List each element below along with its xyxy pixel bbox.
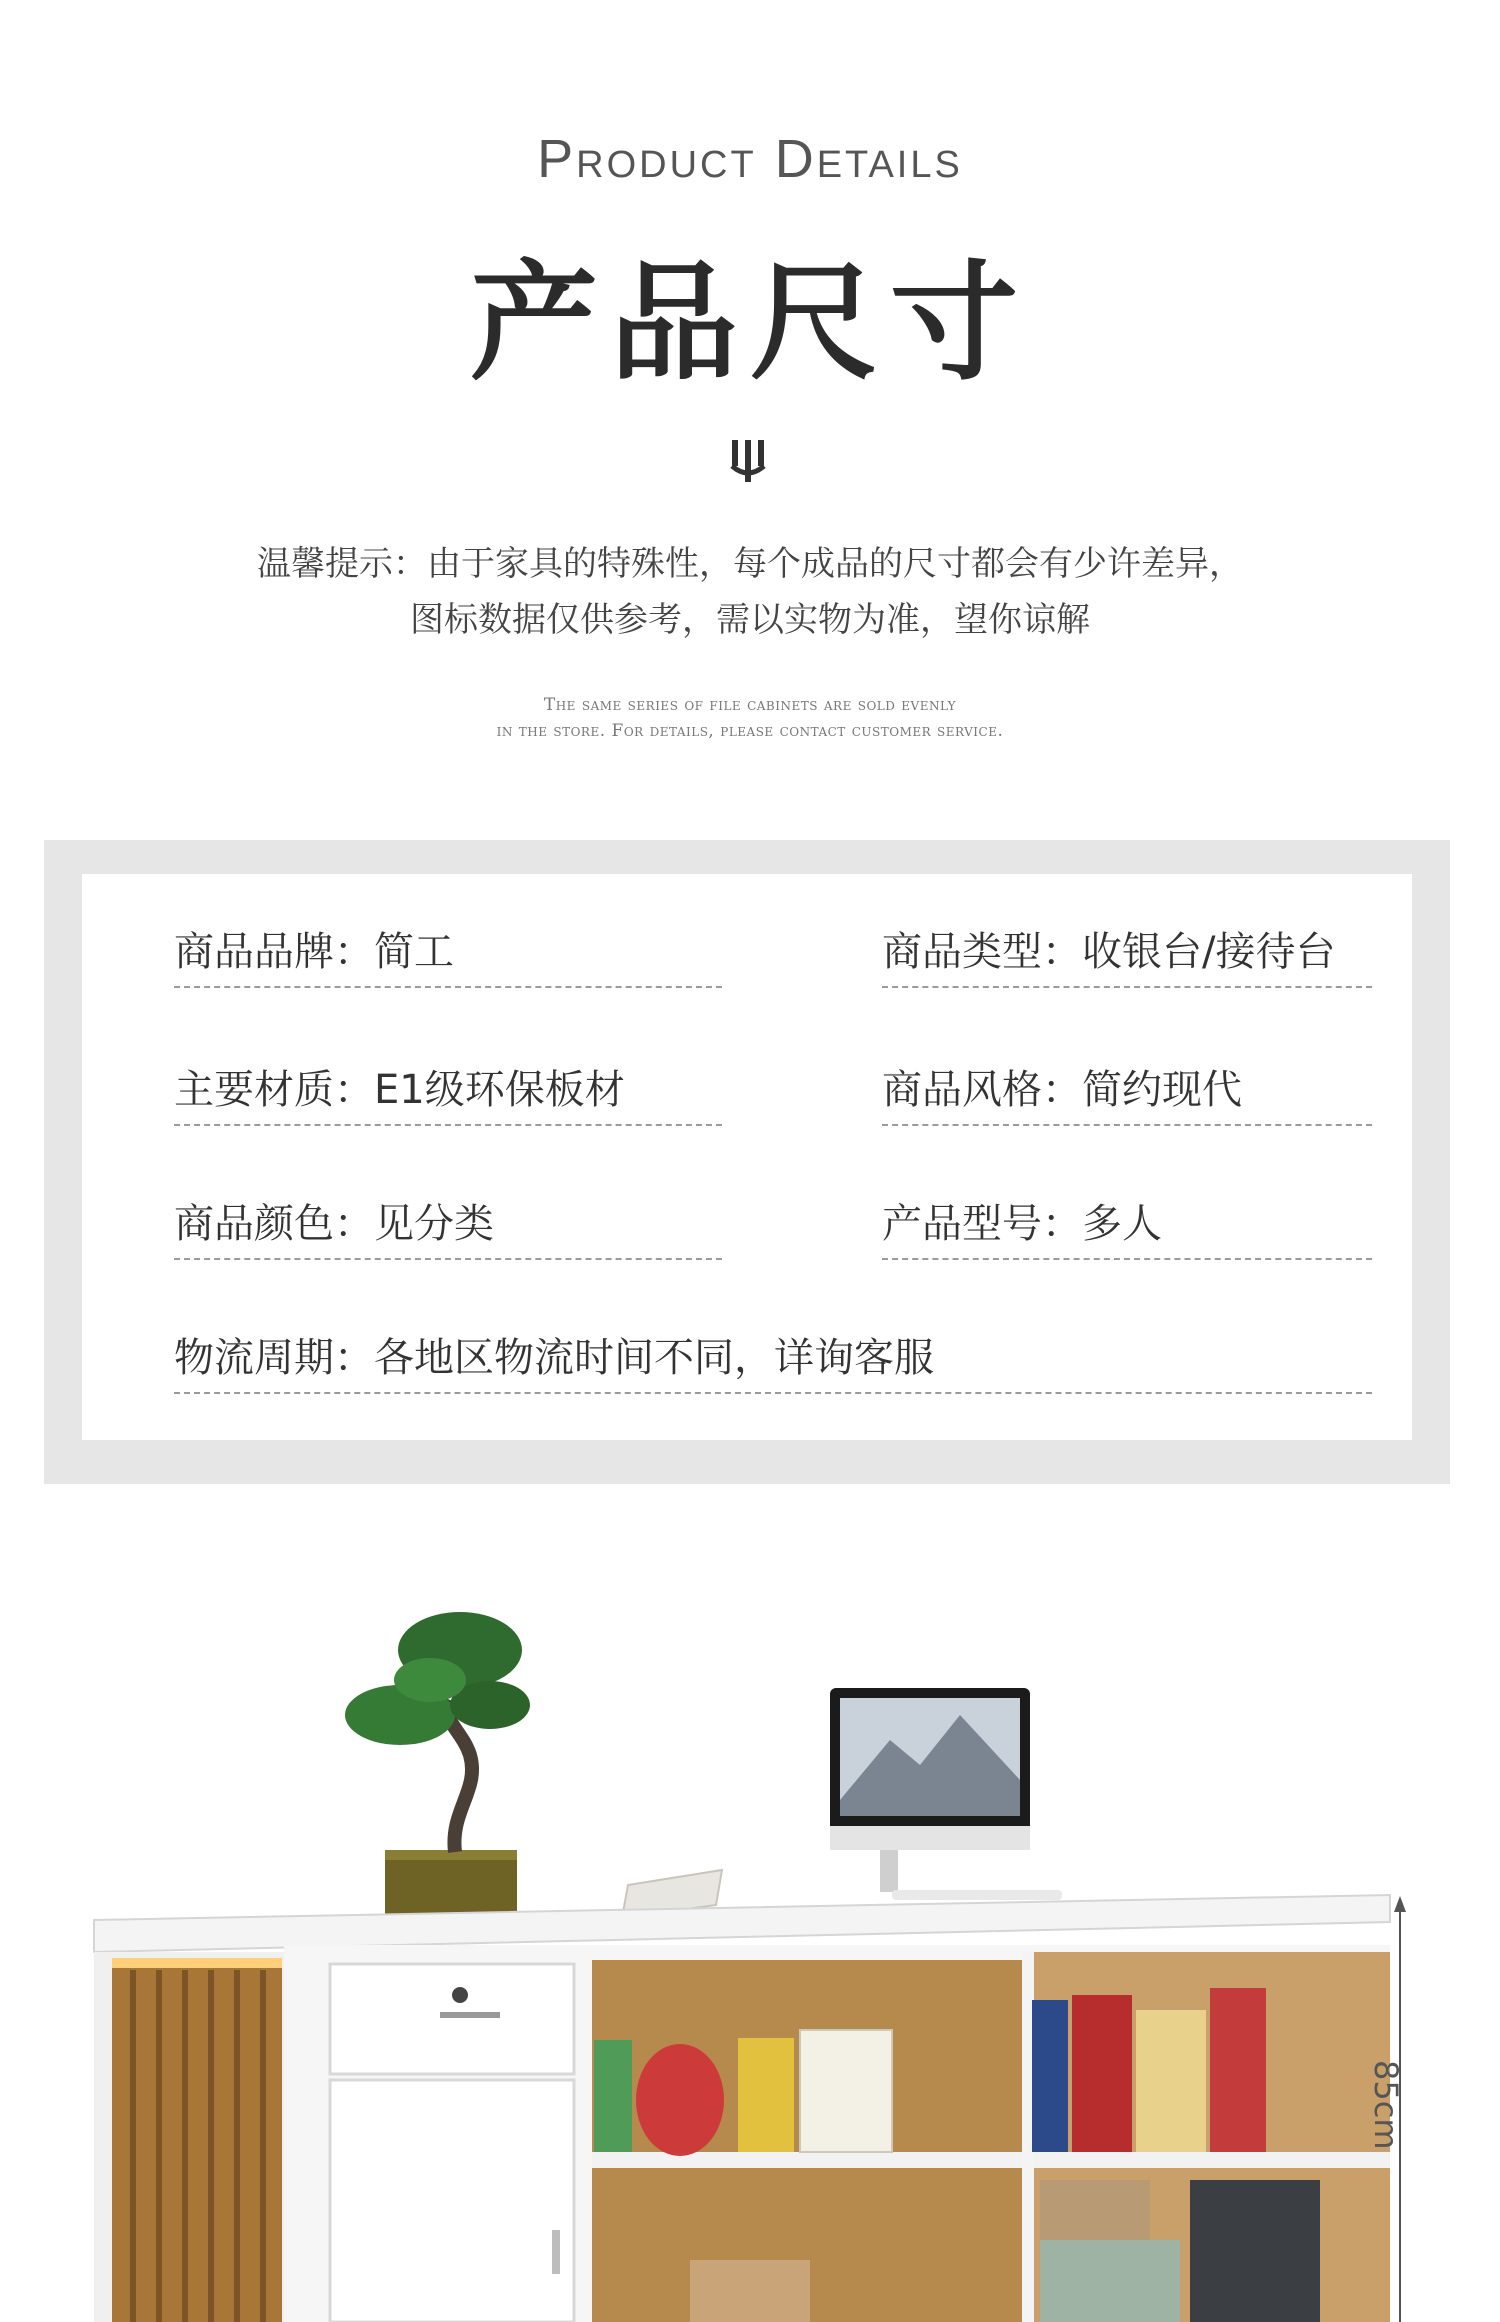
spec-style bbox=[882, 1060, 1372, 1126]
english-note-line-2: in the store. For details, please contact customer service. bbox=[496, 721, 1004, 741]
spec-material-label: 主要材质： bbox=[174, 1067, 374, 1113]
spec-brand-label: 商品品牌： bbox=[174, 929, 374, 975]
height-dimension-label: 85cm bbox=[1367, 2060, 1405, 2150]
spec-brand bbox=[174, 922, 722, 988]
spec-table-frame bbox=[44, 840, 1450, 1484]
warm-notice bbox=[0, 536, 1500, 648]
spec-type bbox=[882, 922, 1372, 988]
spec-material bbox=[174, 1060, 722, 1126]
spec-style-label: 商品风格： bbox=[882, 1067, 1082, 1113]
spec-logistics bbox=[174, 1328, 1372, 1394]
chinese-title: 产品尺寸 bbox=[469, 249, 1030, 398]
decorative-divider-icon bbox=[728, 436, 768, 486]
spec-color-value: 见分类 bbox=[374, 1201, 494, 1247]
notice-line-2: 图标数据仅供参考，需以实物为准，望你谅解 bbox=[410, 600, 1090, 640]
spec-model bbox=[882, 1194, 1372, 1260]
spec-table bbox=[82, 874, 1412, 1440]
header-section bbox=[0, 0, 1500, 800]
spec-style-value: 简约现代 bbox=[1082, 1067, 1242, 1113]
spec-color-label: 商品颜色： bbox=[174, 1201, 374, 1247]
spec-color bbox=[174, 1194, 722, 1260]
spec-model-label: 产品型号： bbox=[882, 1201, 1082, 1247]
notice-line-1: 温馨提示：由于家具的特殊性，每个成品的尺寸都会有少许差异， bbox=[257, 544, 1243, 584]
english-note bbox=[0, 692, 1500, 744]
spec-logistics-label: 物流周期： bbox=[174, 1335, 374, 1381]
spec-brand-value: 简工 bbox=[374, 929, 454, 975]
english-title: Product Details bbox=[537, 129, 963, 189]
spec-logistics-value: 各地区物流时间不同，详询客服 bbox=[374, 1335, 934, 1381]
led-slat-panel bbox=[112, 1958, 282, 2322]
spec-type-label: 商品类型： bbox=[882, 929, 1082, 975]
monitor bbox=[830, 1688, 1062, 1900]
spec-model-value: 多人 bbox=[1082, 1201, 1162, 1247]
spec-type-value: 收银台/接待台 bbox=[1082, 929, 1336, 975]
english-note-line-1: The same series of file cabinets are sold evenly bbox=[543, 695, 957, 715]
spec-material-value: E1级环保板材 bbox=[374, 1067, 625, 1113]
bonsai-plant bbox=[345, 1612, 530, 1922]
product-photo bbox=[0, 1540, 1500, 2322]
